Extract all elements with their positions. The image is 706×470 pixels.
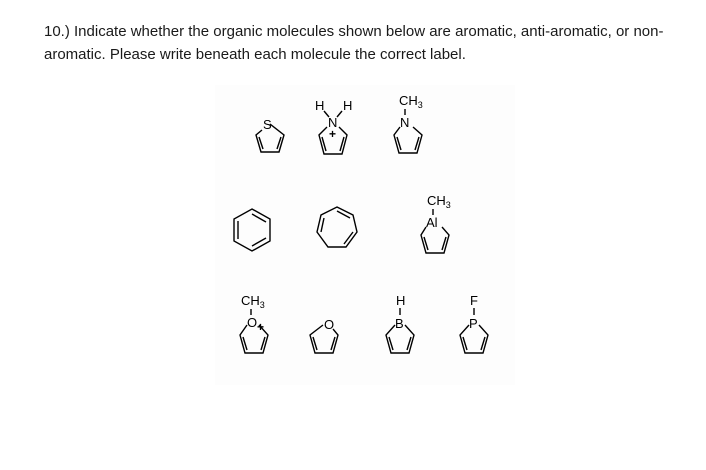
furan-structure xyxy=(307,317,347,359)
methylaluminole-structure xyxy=(421,191,463,257)
h-left-label: H xyxy=(315,98,325,113)
hydrogen-label: H xyxy=(396,293,406,308)
dihydropyrrolium-structure xyxy=(313,97,353,159)
positive-charge: + xyxy=(329,127,337,141)
methyl-label: $CH_3$ xyxy=(399,93,423,110)
methylfuranium-structure xyxy=(237,291,279,361)
positive-charge: + xyxy=(257,320,265,334)
molecule-figure xyxy=(215,85,515,385)
boron-atom: B xyxy=(395,316,404,331)
nitrogen-atom: N xyxy=(328,115,338,130)
thiophene-structure xyxy=(247,118,287,158)
methyl-label: $CH_3$ xyxy=(241,293,265,310)
oxygen-atom: O xyxy=(247,315,258,330)
fluorophosphole-structure xyxy=(456,291,496,359)
borole-structure xyxy=(383,291,423,359)
n-methylpyrrole-structure xyxy=(393,91,435,157)
thiophene-atom: S xyxy=(263,117,272,132)
nitrogen-atom: N xyxy=(400,115,410,130)
aluminum-atom: Al xyxy=(426,215,438,230)
fluorine-label: F xyxy=(470,293,478,308)
question-text: 10.) Indicate whether the organic molecules shown below are aromatic, anti-aromatic, or non-aromatic. Please write beneath each molecule the correct label. xyxy=(44,23,664,63)
oxygen-atom: O xyxy=(324,317,335,332)
benzene-structure xyxy=(230,207,274,253)
cycloheptatriene-structure xyxy=(315,205,359,253)
h-right-label: H xyxy=(343,98,353,113)
phosphorus-atom: P xyxy=(469,316,478,331)
methyl-label: $CH_3$ xyxy=(427,193,451,210)
